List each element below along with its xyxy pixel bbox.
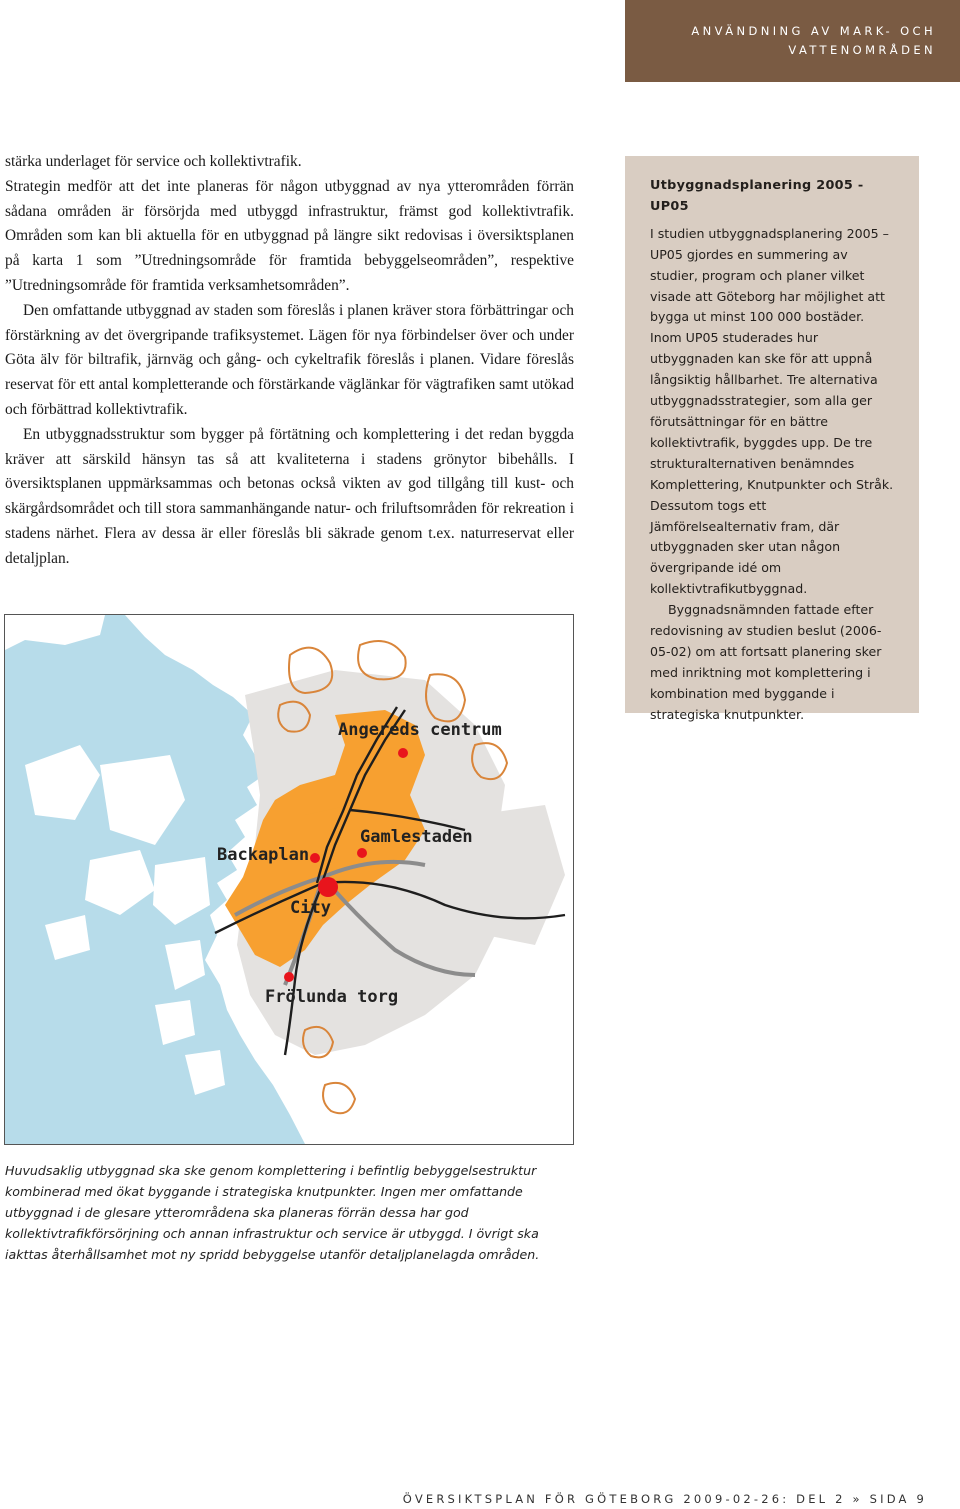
sidebar-paragraph-1: I studien utbyggnadsplanering 2005 – UP05 gjordes en summering av studier, program och planer vilket visade att Göteborg har möjlighet att bygga ut minst 100 000 bostäder. Inom UP05 studerades hur utbyggnaden kan ske för att uppnå långsiktig hållbarhet. Tre alternativa utbyggnadsstrategier, som alla ger förutsättningar för en bättre kollektivtrafik, byggdes upp. De tre strukturalternativen benämndes Komplettering, Knutpunkter och Stråk. Dessutom togs ett Jämförelsealternativ fram, där utbyggnaden sker utan någon övergripande idé om kollektivtrafikutbyggnad. — [650, 225, 894, 597]
hub-angered — [398, 748, 408, 758]
body-paragraph-4: En utbyggnadsstruktur som bygger på förtätning och komplettering i det redan byggda kräver att särskild hänsyn tas så att kvaliteterna i stadens grönytor bibehålls. I översiktsplanen uppmärksammas och betonas också vikten av god tillgång till kust- och skärgårdsområdet och till stora sammanhängande natur- och friluftsområden för rekreation i stadens närhet. Flera av dessa är eller föreslås bli säkrade genom t.ex. naturreservat eller detaljplan. — [5, 425, 574, 567]
hub-backaplan — [310, 853, 320, 863]
body-paragraph-1: stärka underlaget för service och kollektivtrafik. — [5, 153, 302, 170]
section-header-line-2: VATTENOMRÅDEN — [788, 43, 936, 57]
body-paragraph-3: Den omfattande utbyggnad av staden som föreslås i planen kräver stora förbättringar och förstärkning av det övergripande trafiksystemet. Lägen för nya förbindelser över och under Göta älv för biltrafik, järnväg och gång- och cykeltrafik föreslås i planen. Vidare föreslås reservat för ett antal kompletterande och förstärkande väglänkar för vägtrafiken samt utökad och förbättrad kollektivtrafik. — [5, 301, 574, 418]
section-header-line-1: ANVÄNDNING AV MARK- OCH — [691, 24, 936, 38]
hub-city — [318, 877, 338, 897]
up05-sidebar-box — [625, 156, 919, 722]
main-body-text — [5, 150, 574, 572]
map-label-frolunda: Frölunda torg — [265, 987, 399, 1007]
page-footer: ÖVERSIKTSPLAN FÖR GÖTEBORG 2009-02-26: DEL 2 » SIDA 9 — [402, 1492, 927, 1506]
section-header — [625, 0, 960, 82]
body-paragraph-2: Strategin medför att det inte planeras för någon utbyggnad av nya ytterområden förrän sådana områden är försörjda med utbyggd infrastruktur, främst god kollektivtrafik. Områden som kan bli aktuella för en utbyggnad på längre sikt redovisas i översiktsplanen på karta 1 som ”Utredningsområde för framtida bebyggelseområden”, respektive ”Utredningsområde för framtida verksamhetsområden”. — [5, 177, 574, 294]
map-svg — [5, 615, 573, 1144]
map-label-city: City — [290, 898, 331, 918]
expansion-map — [4, 614, 574, 1145]
hub-frolunda — [284, 972, 294, 982]
map-label-backaplan: Backaplan — [217, 845, 310, 865]
sidebar-paragraph-2: Byggnadsnämnden fattade efter redovisning av studien beslut (2006-05-02) om att fortsatt planering sker med inriktning mot komplettering i kombination med byggande i strategiska knutpunkter. — [650, 602, 882, 722]
map-label-gamlestaden: Gamlestaden — [360, 827, 473, 847]
map-label-angered: Angereds centrum — [338, 720, 502, 740]
hub-gamlestaden — [357, 848, 367, 858]
sidebar-title: Utbyggnadsplanering 2005 - UP05 — [650, 178, 864, 214]
map-caption: Huvudsaklig utbyggnad ska ske genom komplettering i befintlig bebyggelsestruktur kombinerad med ökat byggande i strategiska knutpunkter. Ingen mer omfattande utbyggnad i de glesare ytterområdena ska planeras förrän dessa har god kollektivtrafikförsörjning och annan infrastruktur och service är utbyggd. I övrigt ska iakttas återhållsamhet mot ny spridd bebyggelse utanför detaljplanelagda områden. — [5, 1163, 540, 1262]
